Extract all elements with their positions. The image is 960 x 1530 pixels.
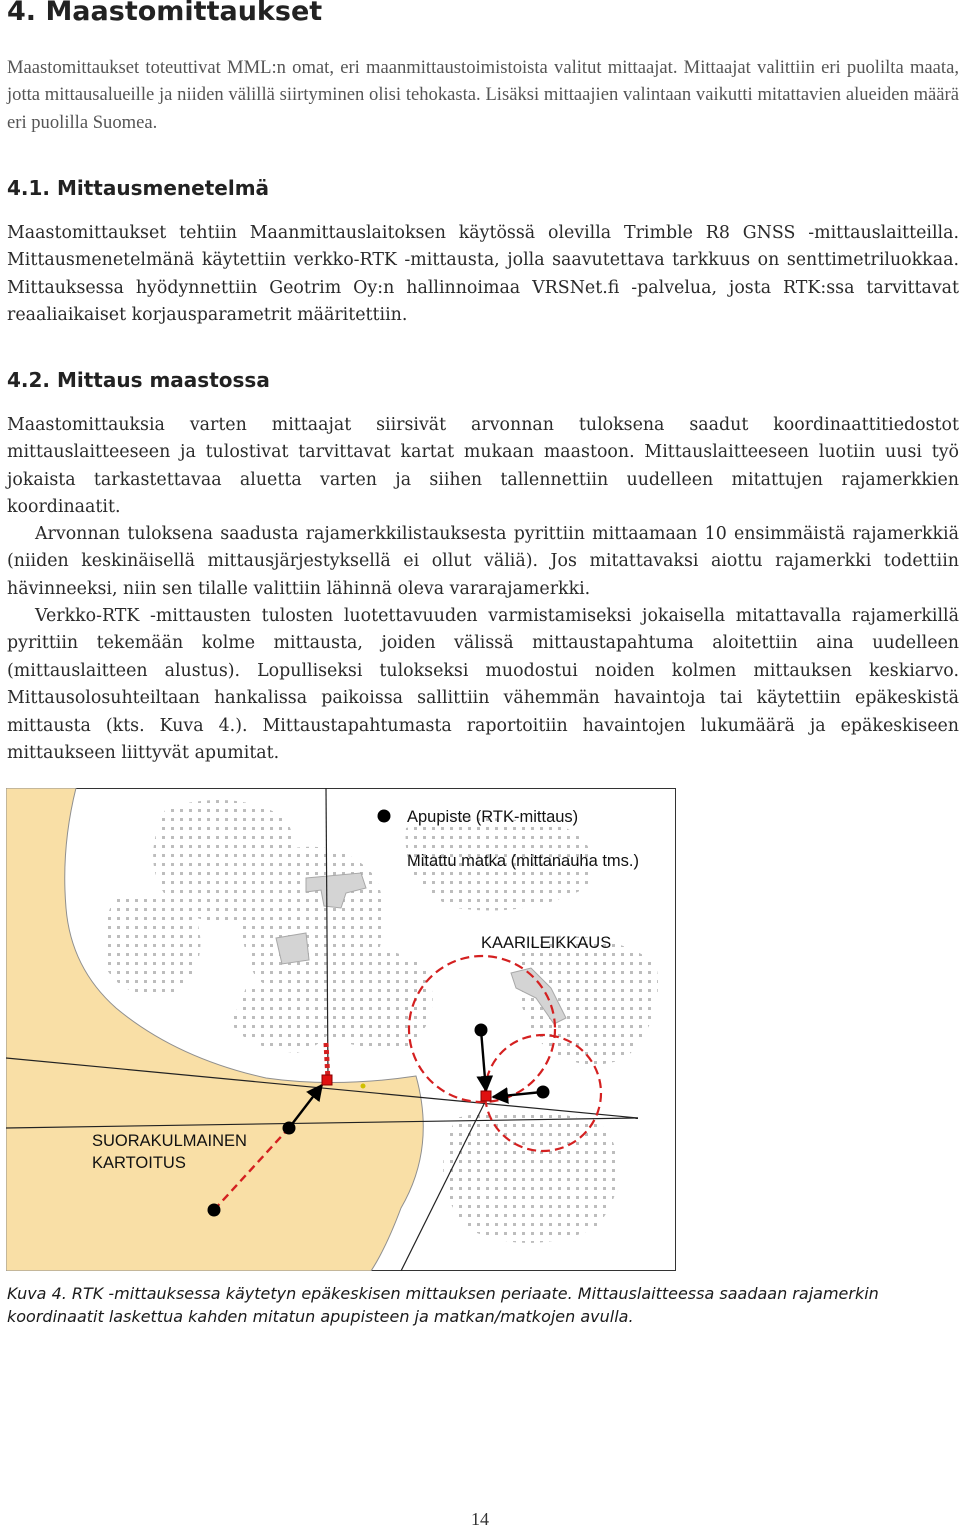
aux-point-arc-1 bbox=[475, 1024, 488, 1037]
arc-intersection-label: KAARILEIKKAUS bbox=[481, 934, 612, 952]
section-4-2-paragraph-1: Maastomittauksia varten mittaajat siirsivät arvonnan tuloksena saadut koordinaattitiedostot mittauslaitteeseen ja tulostivat tarvittavat kartat mukaan maastoon. Mittauslaitteeseen luotiin uusi työ jokaista tarkastettavaa aluetta varten ja siihen tallennettiin uudelleen mitattujen rajamerkkien koordinaatit. bbox=[7, 415, 959, 518]
boundary-marker-1 bbox=[322, 1075, 332, 1085]
section-4-2-paragraph-2 bbox=[7, 521, 959, 603]
legend-point-symbol bbox=[378, 810, 391, 823]
orthogonal-label-line-1: SUORAKULMAINEN bbox=[92, 1132, 247, 1150]
section-4-1-paragraph: Maastomittaukset tehtiin Maanmittauslaitoksen käytössä olevilla Trimble R8 GNSS -mittauslaitteilla. Mittausmenetelmänä käytettiin verkko-RTK -mittausta, jolla saavutettava tarkkuus on senttimetriluokkaa. Mittauksessa hyödynnettiin Geotrim Oy:n hallinnoimaa VRSNet.fi -palvelua, josta RTK:ssa tarvittavat reaaliaikaiset korjausparametrit määritettiin. bbox=[7, 223, 959, 326]
figure-caption: Kuva 4. RTK -mittauksessa käytetyn epäkeskisen mittauksen periaate. Mittauslaitteessa saadaan rajamerkin koordinaatit laskettua kahden mitatun apupisteen ja matkan/matkojen avulla. bbox=[7, 1284, 879, 1326]
legend-point-label: Apupiste (RTK-mittaus) bbox=[407, 808, 579, 826]
aux-point-arc-2 bbox=[537, 1086, 550, 1099]
section-heading-4-2: 4.2. Mittaus maastossa bbox=[7, 368, 270, 392]
legend-line-label: Mitattu matka (mittanauha tms.) bbox=[407, 852, 639, 870]
chapter-heading: 4. Maastomittaukset bbox=[7, 0, 323, 27]
intro-paragraph: Maastomittaukset toteuttivat MML:n omat, eri maanmittaustoimistoista valitut mittaajat. Mittaajat valittiin eri puolilta maata, jotta mittausalueille ja niiden välillä siirtyminen olisi tehokasta. Lisäksi mittaajien valintaan vaikutti mitattavien alueiden määrä eri puolilla Suomea. bbox=[7, 57, 959, 133]
section-4-2-paragraph-3 bbox=[7, 603, 959, 767]
section-4-2-paragraph-2-text: Arvonnan tuloksena saadusta rajamerkkilistauksesta pyrittiin mittaamaan 10 ensimmäistä rajamerkkiä (niiden keskinäisellä mittausjärjestyksellä ei ollut väliä). Jos mitattavaksi aiottu rajamerkki todettiin hävinneeksi, niin sen tilalle valittiin lähinnä oleva vararajamerkki. bbox=[7, 524, 959, 599]
aux-point-orth-2 bbox=[208, 1204, 221, 1217]
orthogonal-label-line-2: KARTOITUS bbox=[92, 1154, 186, 1172]
page-number: 14 bbox=[471, 1509, 489, 1529]
section-4-2-paragraph-3-text: Verkko-RTK -mittausten tulosten luotettavuuden varmistamiseksi jokaisella mitattavalla rajamerkillä pyrittiin tekemään kolme mittausta, joiden välissä mittaustapahtuma aloitettiin aina uudelleen (mittauslaitteen alustus). Lopulliseksi tulokseksi muodostui noiden kolmen mittauksen keskiarvo. Mittausolosuhteiltaan hankalissa paikoissa sallittiin vähemmän havaintoja tai käytettiin epäkeskistä mittausta (kts. Kuva 4.). Mittaustapahtumasta raportoitiin havaintojen lukumäärä ja epäkeskiseen mittaukseen liittyvät apumitat. bbox=[7, 606, 959, 764]
measurement-figure bbox=[6, 788, 676, 1271]
boundary-marker-2 bbox=[481, 1091, 491, 1101]
small-yellow-point bbox=[361, 1084, 366, 1089]
aux-point-orth-1 bbox=[283, 1122, 296, 1135]
section-heading-4-1: 4.1. Mittausmenetelmä bbox=[7, 176, 270, 200]
